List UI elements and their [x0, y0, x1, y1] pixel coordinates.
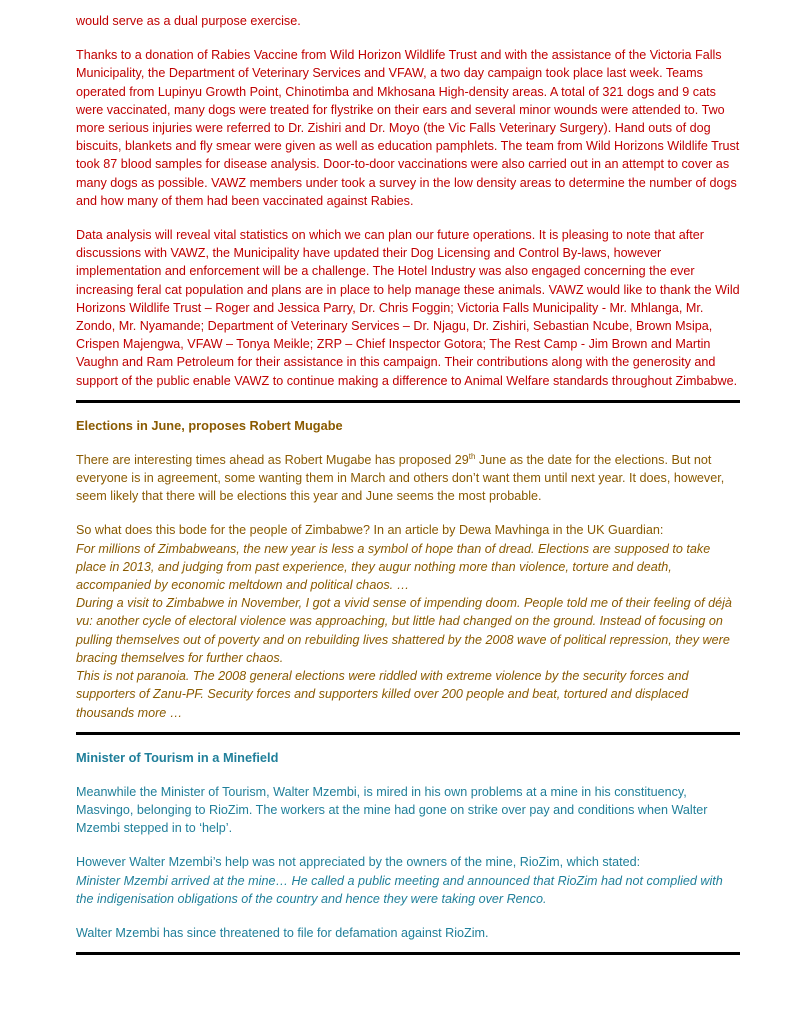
rabies-campaign-section: [76, 12, 740, 390]
paragraph-analysis-thanks: Data analysis will reveal vital statistics on which we can plan our future operations. It is pleasing to note that after discussions with VAWZ, the Municipality have updated their Dog Licensing and Control By-laws, however implementation and enforcement will be a challenge. The Hotel Industry was also engaged concerning the ever increasing feral cat population and plans are in place to help manage these animals. VAWZ would like to thank the Wild Horizons Wildlife Trust – Roger and Jessica Parry, Dr. Chris Foggin; Victoria Falls Municipality - Mr. Mhlanga, Mr. Zondo, Mr. Nyamande; Department of Veterinary Services – Dr. Njagu, Dr. Zishiri, Sebastian Ncube, Brown Msipa, Crispen Majengwa, VFAW – Tonya Meikle; ZRP – Chief Inspector Gotora; The Rest Camp - Jim Brown and Martin Vaughn and Ram Petroleum for their assistance in this campaign. Their contributions along with the generosity and support of the public enable VAWZ to continue making a difference to Animal Welfare standards throughout Zimbabwe.: [76, 228, 740, 388]
text-run: June as the date for the elections. But not everyone is in agreement, some wanting them in March and others don’t want them until next year. It does, however, seem likely that there will be elections this year and June seems the most probable.: [76, 452, 725, 504]
quote-paragraph: This is not paranoia. The 2008 general elections were riddled with extreme violence by the security forces and supporters of Zanu-PF. Security forces and supporters killed over 200 people and beat, tortured and displaced thousands more …: [76, 669, 689, 720]
text-run: There are interesting times ahead as Robert Mugabe has proposed 29: [76, 452, 469, 467]
tourism-minister-section: [76, 749, 740, 942]
document-page: [76, 12, 740, 969]
paragraph-election-date: [76, 451, 740, 506]
quote-paragraph: For millions of Zimbabweans, the new year is less a symbol of hope than of dread. Elections are supposed to take place in 2013, and judging from past experience, they augur nothing more than violence, torture and death, accompanied by economic meltdown and political chaos. …: [76, 541, 711, 593]
section-heading-tourism: Minister of Tourism in a Minefield: [76, 749, 279, 765]
section-divider: [76, 732, 740, 735]
quote-paragraph: Minister Mzembi arrived at the mine… He called a public meeting and announced that RioZim had not complied with the indigenisation obligations of the country and hence they were taking over Renco.: [76, 873, 723, 906]
paragraph-guardian-intro: So what does this bode for the people of Zimbabwe? In an article by Dewa Mavhinga in the UK Guardian:: [76, 523, 664, 538]
superscript-ordinal: th: [468, 451, 476, 461]
section-heading-elections: Elections in June, proposes Robert Mugabe: [76, 417, 343, 433]
paragraph-campaign: Thanks to a donation of Rabies Vaccine from Wild Horizon Wildlife Trust and with the assistance of the Victoria Falls Municipality, the Department of Veterinary Services and VFAW, a two day campaign took place last week. Teams operated from Lupinyu Growth Point, Chinotimba and Mkhosana High-density areas. A total of 321 dogs and 9 cats were vaccinated, many dogs were treated for flystrike on their ears and several minor wounds were attended to. Two more serious injuries were referred to Dr. Zishiri and Dr. Moyo (the Vic Falls Veterinary Surgery). Hand outs of dog biscuits, blankets and fly smear were given as well as education pamphlets. The team from Wild Horizons Wildlife Trust took 87 blood samples for disease analysis. Door-to-door vaccinations were also carried out in an attempt to cover as many dogs as possible. VAWZ members under took a survey in the low density areas to determine the number of dogs and how many of them had been vaccinated against Rabies.: [76, 48, 740, 208]
paragraph-defamation: Walter Mzembi has since threatened to file for defamation against RioZim.: [76, 925, 489, 940]
elections-section: [76, 417, 740, 722]
section-divider: [76, 400, 740, 403]
paragraph-intro-end: would serve as a dual purpose exercise.: [76, 14, 301, 28]
quote-paragraph: During a visit to Zimbabwe in November, I got a vivid sense of impending doom. People told me of their feeling of déjà vu: another cycle of electoral violence was approaching, but little had changed on the ground. Instead of focusing on pulling themselves out of poverty and on rebuilding lives shattered by the 2008 wave of political repression, they were bracing themselves for further chaos.: [76, 596, 732, 665]
paragraph-mine-strike: Meanwhile the Minister of Tourism, Walter Mzembi, is mired in his own problems at a mine in his constituency, Masvingo, belonging to RioZim. The workers at the mine had gone on strike over pay and conditions when Walter Mzembi stepped in to ‘help’.: [76, 784, 708, 836]
section-divider: [76, 952, 740, 955]
paragraph-riozim-statement: However Walter Mzembi’s help was not appreciated by the owners of the mine, RioZim, which stated:: [76, 855, 641, 870]
